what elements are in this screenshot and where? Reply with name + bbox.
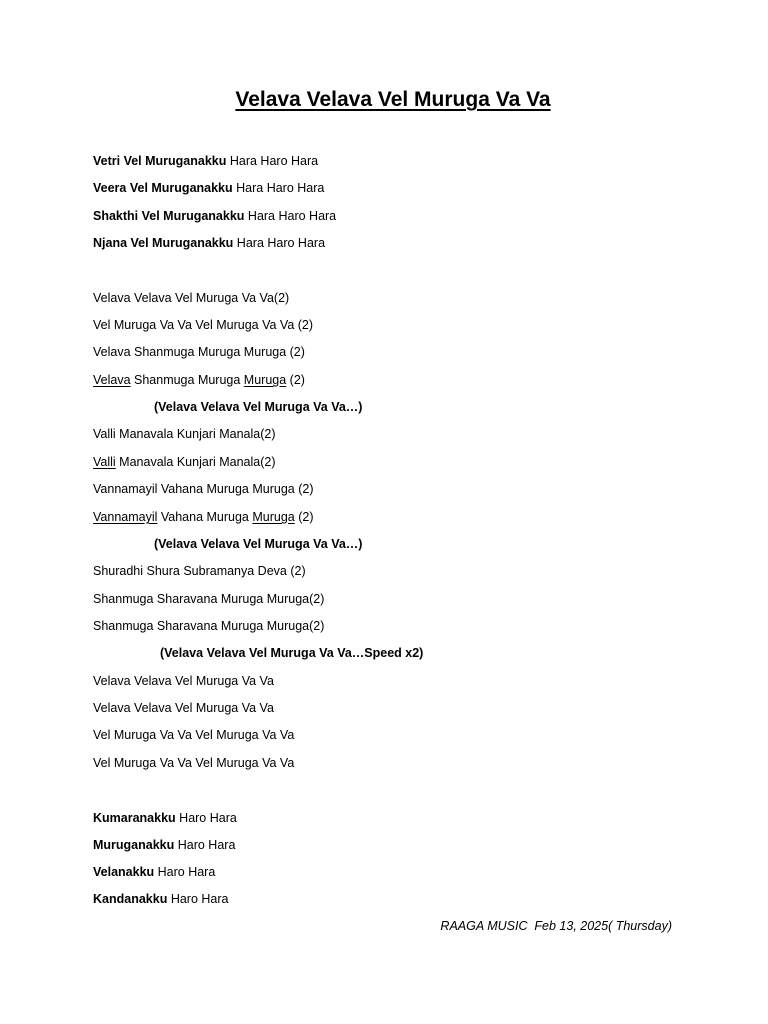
fast-line: Velava Velava Vel Muruga Va Va	[93, 701, 274, 715]
verse-line: Shanmuga Sharavana Muruga Muruga(2)	[93, 592, 325, 606]
intro-line-rest: Hara Haro Hara	[244, 209, 337, 223]
outro-line-rest: Haro Hara	[154, 865, 216, 879]
intro-line-rest: Hara Haro Hara	[232, 181, 325, 195]
underlined-word: Muruga	[252, 510, 295, 524]
page-title: Velava Velava Vel Muruga Va Va	[235, 88, 551, 111]
verse-line	[93, 509, 314, 525]
verse-text: (2)	[286, 373, 305, 387]
underlined-word: Muruga	[243, 373, 287, 387]
chorus-line: (Velava Velava Vel Muruga Va Va…Speed x2)	[160, 646, 424, 660]
verse-text: Vahana Muruga	[157, 510, 253, 524]
intro-line-bold: Vetri Vel Muruganakku	[93, 154, 227, 168]
verse-line: Vannamayil Vahana Muruga Muruga (2)	[93, 482, 314, 496]
intro-line	[93, 180, 324, 196]
underlined-word: Vannamayil	[93, 510, 158, 524]
outro-line-bold: Kandanakku	[93, 892, 168, 906]
verse-text: (2)	[294, 510, 314, 524]
verse-line: Vel Muruga Va Va Vel Muruga Va Va (2)	[93, 318, 314, 332]
footer-credit: RAAGA MUSIC Feb 13, 2025( Thursday)	[440, 919, 672, 933]
intro-line-bold: Shakthi Vel Muruganakku	[93, 209, 245, 223]
outro-line-bold: Velanakku	[93, 865, 155, 879]
verse-line: Velava Velava Vel Muruga Va Va(2)	[93, 291, 290, 305]
verse-line: Shanmuga Sharavana Muruga Muruga(2)	[93, 619, 325, 633]
verse-line: Valli Manavala Kunjari Manala(2)	[93, 427, 276, 441]
outro-line	[93, 864, 215, 880]
intro-line-rest: Hara Haro Hara	[233, 236, 326, 250]
intro-line-rest: Hara Haro Hara	[226, 154, 319, 168]
verse-line: Shuradhi Shura Subramanya Deva (2)	[93, 564, 306, 578]
outro-line-rest: Haro Hara	[175, 811, 237, 825]
fast-line: Vel Muruga Va Va Vel Muruga Va Va	[93, 728, 295, 742]
intro-line-bold: Veera Vel Muruganakku	[93, 181, 233, 195]
outro-line-bold: Muruganakku	[93, 838, 175, 852]
verse-text: Manavala Kunjari Manala(2)	[115, 455, 276, 469]
intro-line	[93, 235, 325, 251]
outro-line	[93, 891, 228, 907]
outro-line	[93, 810, 237, 826]
outro-line-rest: Haro Hara	[167, 892, 229, 906]
outro-line-rest: Haro Hara	[174, 838, 236, 852]
chorus-line: (Velava Velava Vel Muruga Va Va…)	[154, 537, 363, 551]
fast-line: Vel Muruga Va Va Vel Muruga Va Va	[93, 756, 295, 770]
fast-line: Velava Velava Vel Muruga Va Va	[93, 674, 274, 688]
verse-line: Velava Shanmuga Muruga Muruga (2)	[93, 345, 305, 359]
underlined-word: Valli	[93, 455, 116, 469]
outro-line-bold: Kumaranakku	[93, 811, 176, 825]
outro-line	[93, 837, 235, 853]
intro-line	[93, 208, 336, 224]
underlined-word: Velava	[93, 373, 131, 387]
verse-line	[93, 372, 305, 388]
intro-line	[93, 153, 318, 169]
verse-line	[93, 454, 276, 470]
verse-text: Shanmuga Muruga	[130, 373, 244, 387]
intro-line-bold: Njana Vel Muruganakku	[93, 236, 234, 250]
chorus-line: (Velava Velava Vel Muruga Va Va…)	[154, 400, 363, 414]
